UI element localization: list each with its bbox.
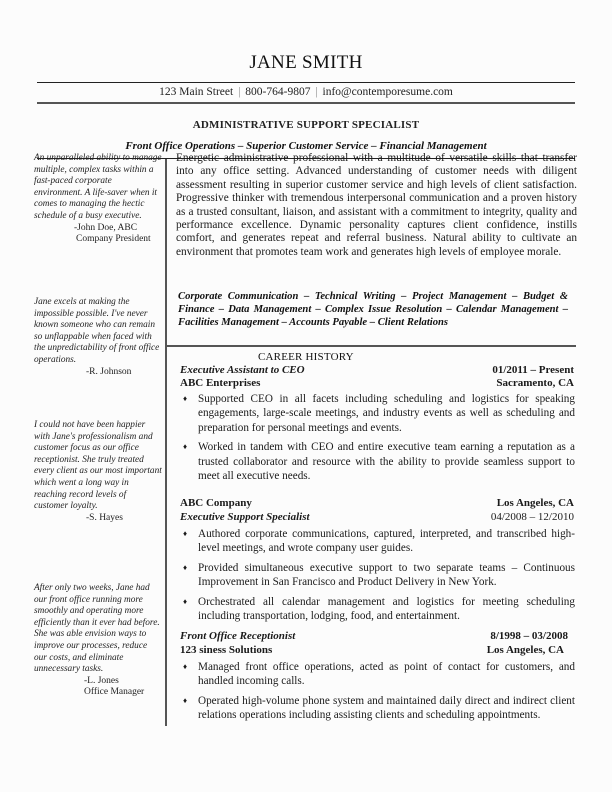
column-divider (165, 159, 167, 726)
job-bullets (180, 392, 575, 488)
bullet-item: ♦ Orchestrated all calendar management and logistics for meeting scheduling including transportation, lodging, food, and entertainment. (180, 595, 575, 624)
testimonial-attribution: -S. Hayes (86, 512, 123, 523)
testimonial-text: An unparalleled ability to manage multiple, complex tasks within a fast-paced corporate environment. A life-saver when it comes to managing the hectic schedule of a busy executive. (34, 153, 162, 221)
career-history-heading: CAREER HISTORY (258, 351, 354, 363)
job-role-title: ADMINISTRATIVE SUPPORT SPECIALIST (192, 119, 420, 131)
company-name: 123 siness Solutions (180, 644, 273, 656)
job-title: Executive Assistant to CEO (180, 364, 305, 376)
core-skills: Corporate Communication – Technical Writing – Project Management – Budget & Finance – Data Management – Complex Issue Resolution – Calendar Management – Facilities Management – Accounts Payable – Client Relations (178, 291, 568, 328)
testimonial-attribution: Office Manager (84, 687, 145, 698)
divider (37, 82, 575, 83)
testimonial (34, 297, 162, 378)
job-location: Sacramento, CA (496, 377, 574, 389)
job-header (180, 497, 574, 510)
bullet-item: ♦ Supported CEO in all facets including scheduling and logistics for speaking engagements, large-scale meetings, and industry events as well as scheduling and preparation for personal meetings and events. (180, 392, 575, 435)
job-subheader (180, 644, 564, 657)
job-title: Executive Support Specialist (180, 511, 310, 523)
testimonial (34, 153, 162, 246)
separator: | (315, 86, 318, 98)
address: 123 Main Street (159, 86, 234, 98)
professional-summary: Energetic administrative professional with a multitude of versatile skills that transfer into any office setting. Advanced understanding of customer needs with diligent assessment resulting in superior customer service and high levels of client satisfaction. Progressive thinker with tremendous interpersonal communication and a proven history as a trusted consultant, liaison, and assistant with a commitment to integrity, quality and performance excellence. Dynamic personality captures client confidence, instills comfort, and generates repeat and referral business. Natural ability to cultivate an environment that promotes team work and generates high levels of employee morale. (176, 152, 577, 258)
bullet-item: ♦ Worked in tandem with CEO and entire executive team earning a reputation as a trusted collaborator and resource with the ability to provide seamless support to meet all executive needs. (180, 440, 575, 483)
job-dates: 8/1998 – 03/2008 (490, 630, 568, 642)
job-location: Los Angeles, CA (496, 497, 574, 509)
job-dates: 04/2008 – 12/2010 (490, 511, 574, 523)
job-dates: 01/2011 – Present (492, 364, 574, 376)
bullet-item: ♦ Provided simultaneous executive support to two separate teams – Continuous Improvement in San Francisco and Product Delivery in New York. (180, 561, 575, 590)
email: info@contemporesume.com (322, 86, 453, 98)
job-location: Los Angeles, CA (486, 644, 564, 656)
testimonial-text: After only two weeks, Jane had our front office running more smoothly and operating more efficiently than it ever had before. She was able envision ways to improve our processes, reduce our costs, and eliminate unnecessary tasks. (34, 583, 160, 675)
phone: 800-764-9807 (245, 86, 311, 98)
testimonial (34, 583, 162, 699)
separator: | (238, 86, 241, 98)
job-subheader (180, 511, 574, 524)
testimonial-attribution: -John Doe, ABC (74, 222, 138, 233)
tagline: Front Office Operations – Superior Customer Service – Financial Management (125, 140, 487, 152)
testimonial-text: I could not have been happier with Jane's professionalism and customer focus as our office receptionist. She truly treated every client as our most important which went a long way in reaching record levels of customer loyalty. (34, 420, 162, 512)
job-bullets (180, 660, 575, 728)
section-divider (166, 345, 576, 347)
job-header (180, 364, 574, 377)
testimonial-attribution: Company President (76, 234, 151, 245)
contact-line (0, 86, 612, 98)
divider (37, 102, 575, 104)
job-bullets (180, 527, 575, 628)
job-subheader (180, 377, 574, 390)
testimonial-attribution: -R. Johnson (86, 366, 132, 377)
bullet-item: ♦ Authored corporate communications, captured, interpreted, and transcribed high-level meetings, and wrote company user guides. (180, 527, 575, 556)
bullet-item: ♦ Operated high-volume phone system and maintained daily direct and indirect client relations operations including assisting clients and scheduling appointments. (180, 694, 575, 723)
company-name: ABC Enterprises (180, 377, 261, 389)
company-name: ABC Company (180, 497, 252, 509)
job-title: Front Office Receptionist (180, 630, 296, 642)
job-header (180, 630, 568, 643)
testimonial-text: Jane excels at making the impossible possible. I've never known someone who can remain so unflappable when faced with the unpredictability of front office operations. (34, 297, 160, 365)
bullet-item: ♦ Managed front office operations, acted as point of contact for customers, and handled incoming calls. (180, 660, 575, 689)
resume-name: JANE SMITH (249, 52, 363, 73)
testimonial (34, 420, 162, 524)
testimonial-attribution: -L. Jones (84, 675, 119, 686)
